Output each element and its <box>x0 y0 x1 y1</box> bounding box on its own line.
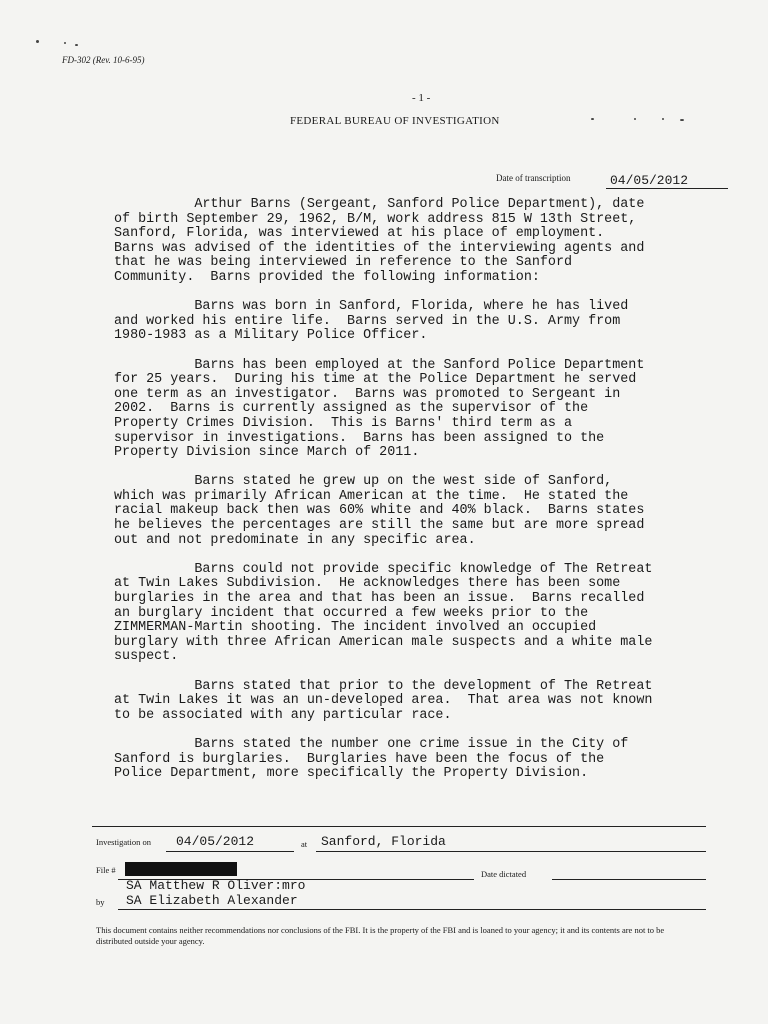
paragraph-1: Arthur Barns (Sergeant, Sanford Police Department), date of birth September 29, 1962, B/M, work address 815 W 13th Street, Sanford, Florida, was interviewed at his place of employment. Barns was advised of the identities of the interviewing agents and that he was being interviewed in reference to the Sanford Community. Barns provided the following information: <box>114 197 645 285</box>
agent-name-2: SA Elizabeth Alexander <box>126 893 298 908</box>
file-number-label: File # <box>96 865 116 875</box>
transcription-date-value: 04/05/2012 <box>606 173 728 189</box>
date-dictated-rule <box>552 879 706 880</box>
scan-speck <box>75 44 78 46</box>
at-label: at <box>301 839 308 849</box>
investigation-location: Sanford, Florida <box>321 834 446 849</box>
date-dictated-label: Date dictated <box>481 869 527 879</box>
scan-speck <box>64 42 66 44</box>
page-number: - 1 - <box>412 92 431 104</box>
interview-body <box>114 198 714 796</box>
scan-speck <box>591 118 594 120</box>
scan-speck <box>662 118 664 120</box>
paragraph-2: Barns was born in Sanford, Florida, where he has lived and worked his entire life. Barns served in the U.S. Army from 1980-1983 as a Military Police Officer. <box>114 299 629 344</box>
investigation-date: 04/05/2012 <box>176 834 255 849</box>
agency-title: FEDERAL BUREAU OF INVESTIGATION <box>290 115 500 127</box>
scan-speck <box>36 40 39 43</box>
agents-rule <box>118 909 706 910</box>
footer-top-rule <box>92 826 706 827</box>
paragraph-7: Barns stated the number one crime issue in the City of Sanford is burglaries. Burglaries have been the focus of the Police Department, more specifically the Property Division. <box>114 736 629 782</box>
form-number: FD-302 (Rev. 10-6-95) <box>62 55 145 65</box>
investigation-date-rule <box>166 851 294 852</box>
agent-name-1: SA Matthew R Oliver:mro <box>126 878 306 893</box>
disclaimer: This document contains neither recommendations nor conclusions of the FBI. It is the property of the FBI and is loaned to your agency; it and its contents are not to be distributed outside your agency. <box>96 925 665 946</box>
investigation-on-label: Investigation on <box>96 837 152 847</box>
paragraph-4: Barns stated he grew up on the west side of Sanford, which was primarily African American at the time. He stated the racial makeup back then was 60% white and 40% black. Barns states he believes the percentages are still the same but are more spread out and not predominate in any specific area. <box>114 474 645 548</box>
location-rule <box>316 851 706 852</box>
paragraph-3: Barns has been employed at the Sanford Police Department for 25 years. During his time at the Police Department he served one term as an investigator. Barns was promoted to Sergeant in 2002. Barns is currently assigned as the supervisor of the Property Crimes Division. This is Barns' third term as a supervisor in investigations. Barns has been assigned to the Property Division since March of 2011. <box>114 357 645 461</box>
by-label: by <box>96 897 105 907</box>
paragraph-6: Barns stated that prior to the development of The Retreat at Twin Lakes it was an un-developed area. That area was not known to be associated with any particular race. <box>114 678 653 723</box>
redaction-bar <box>125 862 237 876</box>
transcription-date-label: Date of transcription <box>496 173 571 183</box>
scan-speck <box>634 118 636 120</box>
paragraph-5: Barns could not provide specific knowledge of The Retreat at Twin Lakes Subdivision. He acknowledges there has been some burglaries in the area and that has been an issue. Barns recalled an burglary incident that occurred a few weeks prior to the ZIMMERMAN-Martin shooting. The incident involved an occupied burglary with three African American male suspects and a white male suspect. <box>114 561 653 665</box>
scan-speck <box>680 119 684 121</box>
